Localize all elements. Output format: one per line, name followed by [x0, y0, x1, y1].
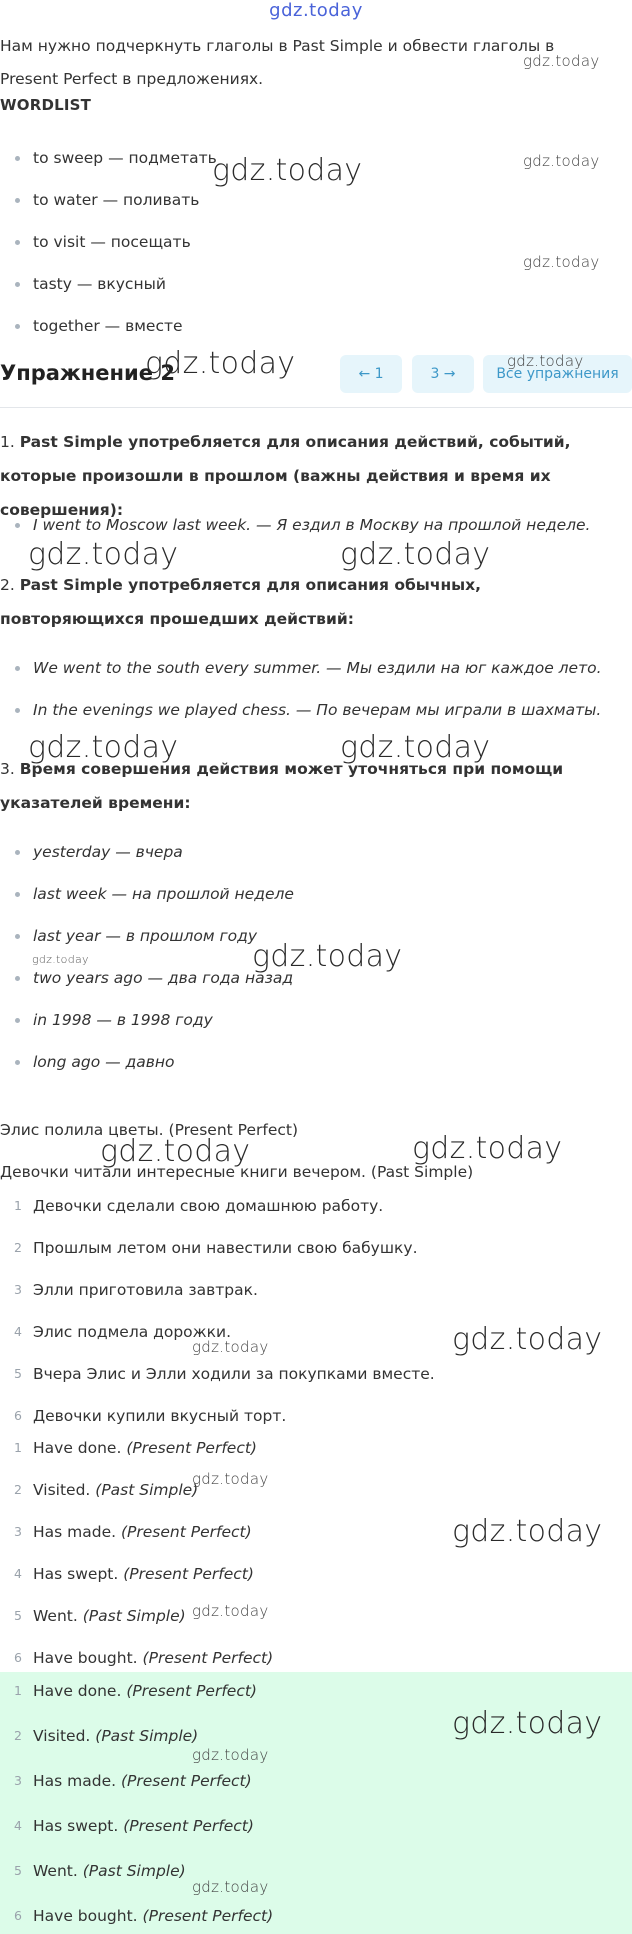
answer-number: 3 [14, 1524, 22, 1539]
wordlist-item: to visit — посещать [0, 231, 632, 273]
answer-tense: (Present Perfect) [121, 1523, 252, 1541]
answer-tense: (Past Simple) [82, 1862, 186, 1880]
task-text: Элли приготовила завтрак. [33, 1281, 258, 1299]
answer-number: 2 [14, 1482, 22, 1497]
watermark: gdz.today [145, 346, 296, 381]
answer-text: Visited. [33, 1481, 91, 1499]
example-item: I went to Moscow last week. — Я ездил в Москву на прошлой неделе. [0, 514, 632, 556]
answer-tense: (Present Perfect) [142, 1907, 274, 1925]
rule-2-number: 2. [0, 576, 15, 594]
answer-text: Have bought. [33, 1649, 138, 1667]
watermark: gdz.today [412, 1131, 563, 1166]
answer-list [0, 1437, 632, 1689]
answer-number: 4 [14, 1566, 22, 1581]
all-exercises-button[interactable]: Все упражнения [483, 355, 632, 393]
rule-1 [0, 425, 600, 527]
site-logo[interactable]: gdz.today [269, 0, 363, 21]
task-item [0, 1195, 632, 1237]
rule-3-bold: Время совершения действия может уточняться при помощи указателей времени: [0, 760, 564, 812]
watermark: gdz.today [340, 537, 491, 572]
answer-text: Have done. [33, 1682, 122, 1700]
watermark: gdz.today [192, 1602, 269, 1620]
answer-tense: (Present Perfect) [121, 1772, 252, 1790]
wordlist-item: tasty — вкусный [0, 273, 632, 315]
example-item: last week — на прошлой неделе [0, 883, 632, 925]
answer-text: Has swept. [33, 1565, 119, 1583]
watermark: gdz.today [192, 1746, 269, 1764]
task-number: 5 [14, 1366, 22, 1381]
answer-number: 2 [14, 1728, 22, 1743]
answer-number: 5 [14, 1608, 22, 1623]
answer-item [0, 1860, 632, 1905]
task-number: 1 [14, 1198, 22, 1213]
task-text: Прошлым летом они навестили свою бабушку. [33, 1239, 418, 1257]
answer-text: Has made. [33, 1772, 117, 1790]
watermark: gdz.today [192, 1338, 269, 1356]
watermark: gdz.today [452, 1322, 603, 1357]
watermark: gdz.today [340, 730, 491, 765]
rule-3-number: 3. [0, 760, 15, 778]
answer-text: Has made. [33, 1523, 117, 1541]
rule-2-bold: Past Simple [19, 576, 123, 594]
watermark: gdz.today [507, 352, 584, 370]
watermark: gdz.today [212, 153, 363, 188]
example-sentence: Элис полила цветы. (Present Perfect) [0, 1121, 298, 1139]
example-item: We went to the south every summer. — Мы ездили на юг каждое лето. [0, 657, 632, 699]
rule-1-bold: Past Simple [19, 433, 123, 451]
answer-tense: (Present Perfect) [126, 1682, 257, 1700]
answer-text: Went. [33, 1607, 78, 1625]
answer-text: Have done. [33, 1439, 122, 1457]
wordlist-item: to sweep — подметать [0, 147, 632, 189]
answer-item [0, 1905, 632, 1934]
answer-text: Visited. [33, 1727, 91, 1745]
watermark: gdz.today [452, 1514, 603, 1549]
rule-2-text: употребляется для описания обычных, повторяющихся прошедших действий: [0, 576, 482, 628]
answer-number: 3 [14, 1773, 22, 1788]
answer-tense: (Present Perfect) [142, 1649, 274, 1667]
task-text: Элис подмела дорожки. [33, 1323, 231, 1341]
watermark: gdz.today [28, 730, 179, 765]
answer-tense: (Present Perfect) [126, 1439, 257, 1457]
answer-tense: (Present Perfect) [123, 1817, 254, 1835]
answer-item [0, 1563, 632, 1605]
example-item: yesterday — вчера [0, 841, 632, 883]
task-item [0, 1363, 632, 1405]
watermark: gdz.today [28, 537, 179, 572]
answer-item [0, 1770, 632, 1815]
answer-text: Went. [33, 1862, 78, 1880]
wordlist-title: WORDLIST [0, 96, 92, 114]
answer-text: Has swept. [33, 1817, 119, 1835]
example-item: in 1998 — в 1998 году [0, 1009, 632, 1051]
task-text: Девочки сделали свою домашнюю работу. [33, 1197, 384, 1215]
rule-1-text: употребляется для описания действий, событий, которые произошли в прошлом (важны действия и время их совершения): [0, 433, 571, 519]
task-number: 2 [14, 1240, 22, 1255]
watermark: gdz.today [523, 52, 600, 70]
answer-number: 4 [14, 1818, 22, 1833]
answer-tense: (Present Perfect) [123, 1565, 254, 1583]
task-number: 6 [14, 1408, 22, 1423]
answer-number: 1 [14, 1440, 22, 1455]
answer-item [0, 1437, 632, 1479]
wordlist-item: to water — поливать [0, 189, 632, 231]
watermark: gdz.today [192, 1878, 269, 1896]
header-divider [0, 407, 632, 408]
watermark: gdz.today [452, 1706, 603, 1741]
task-list [0, 1195, 632, 1447]
answer-text: Have bought. [33, 1907, 138, 1925]
watermark: gdz.today [100, 1134, 251, 1169]
intro-text: Нам нужно подчеркнуть глаголы в Past Simple и обвести глаголы в Present Perfect в предложениях. [0, 37, 555, 88]
answer-item [0, 1605, 632, 1647]
task-item [0, 1237, 632, 1279]
example-item: long ago — давно [0, 1051, 632, 1093]
task-text: Вчера Элис и Элли ходили за покупками вместе. [33, 1365, 435, 1383]
answer-tense: (Past Simple) [95, 1481, 199, 1499]
prev-exercise-button[interactable]: ← 1 [340, 355, 402, 393]
task-text: Девочки купили вкусный торт. [33, 1407, 287, 1425]
answer-number: 5 [14, 1863, 22, 1878]
example-sentence: Девочки читали интересные книги вечером. (Past Simple) [0, 1163, 474, 1181]
rule-2-examples [0, 657, 632, 741]
rule-1-number: 1. [0, 433, 15, 451]
answer-tense: (Past Simple) [82, 1607, 186, 1625]
task-number: 4 [14, 1324, 22, 1339]
watermark: gdz.today [32, 953, 89, 966]
example-item: two years ago — два года назад [0, 967, 632, 1009]
next-exercise-button[interactable]: 3 → [412, 355, 474, 393]
exercise-title: Упражнение 2 [0, 361, 175, 385]
watermark: gdz.today [192, 1470, 269, 1488]
answer-number: 1 [14, 1683, 22, 1698]
example-item: In the evenings we played chess. — По вечерам мы играли в шахматы. [0, 699, 632, 741]
example-item: last year — в прошлом году [0, 925, 632, 967]
rule-2 [0, 568, 600, 636]
watermark: gdz.today [523, 152, 600, 170]
task-item [0, 1279, 632, 1321]
answer-item [0, 1815, 632, 1860]
watermark: gdz.today [252, 939, 403, 974]
answer-tense: (Past Simple) [95, 1727, 199, 1745]
watermark: gdz.today [523, 253, 600, 271]
wordlist-item: together — вместе [0, 315, 632, 357]
answer-number: 6 [14, 1908, 22, 1923]
answer-number: 6 [14, 1650, 22, 1665]
task-number: 3 [14, 1282, 22, 1297]
